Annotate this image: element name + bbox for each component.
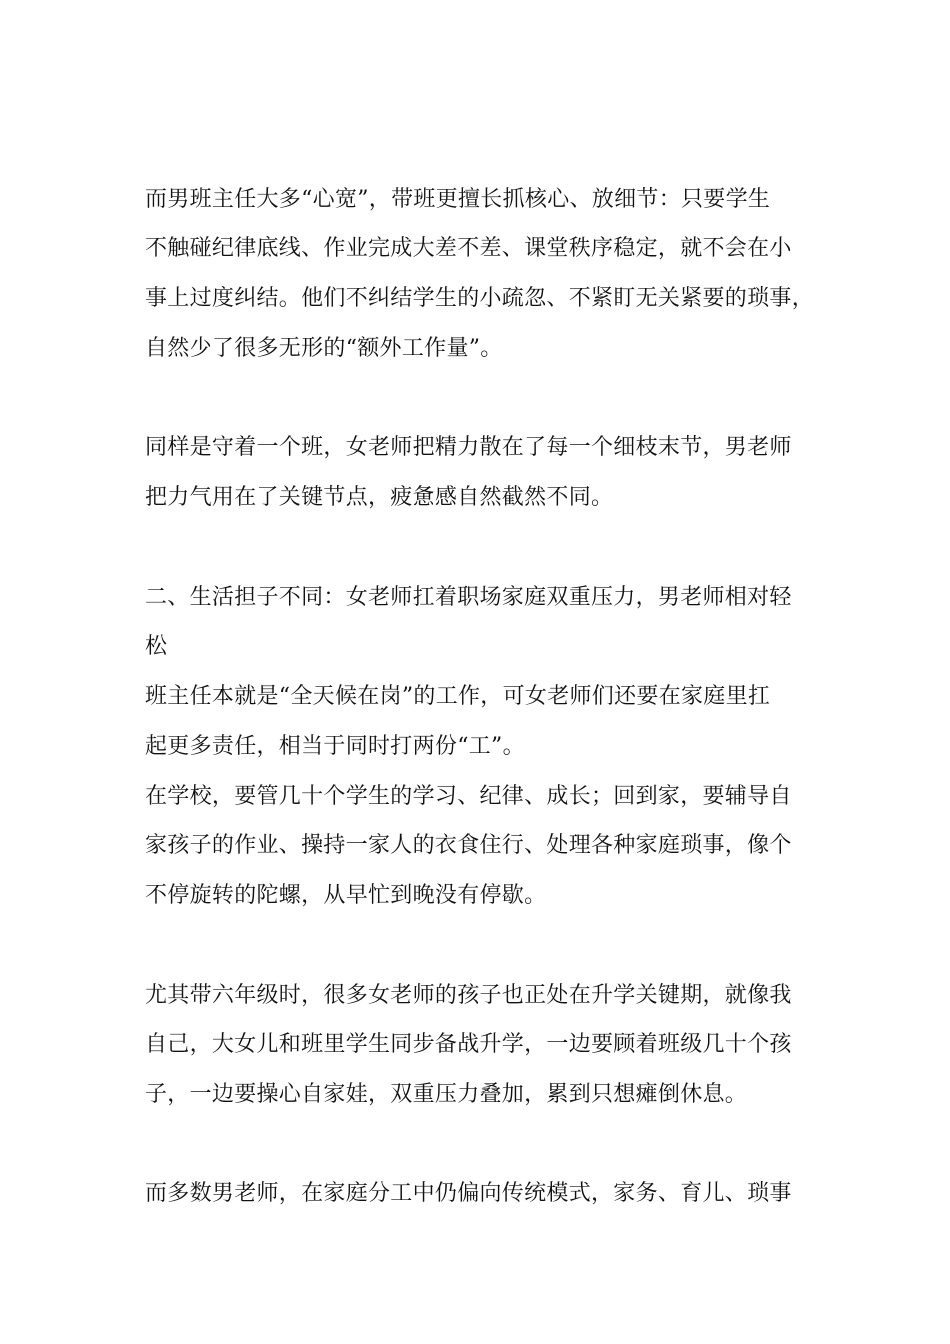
paragraph-line: 起更多责任，相当于同时打两份“工”。 [145,734,525,759]
paragraph-line: 而多数男老师，在家庭分工中仍偏向传统模式，家务、育儿、琐事 [145,1181,792,1206]
paragraph-line: 在学校，要管几十个学生的学习、纪律、成长；回到家，要辅导自 [145,784,792,809]
paragraph-line: 自己，大女儿和班里学生同步备战升学，一边要顾着班级几十个孩 [145,1032,792,1057]
paragraph-line: 同样是守着一个班，女老师把精力散在了每一个细枝末节，男老师 [145,435,792,460]
paragraph-line: 自然少了很多无形的“额外工作量”。 [145,336,503,361]
paragraph-line: 子，一边要操心自家娃，双重压力叠加，累到只想瘫倒休息。 [145,1082,748,1107]
paragraph-line: 家孩子的作业、操持一家人的衣食住行、处理各种家庭琐事，像个 [145,833,792,858]
paragraph-line: 而男班主任大多“心宽”，带班更擅长抓核心、放细节：只要学生 [145,187,771,212]
paragraph-line: 不停旋转的陀螺，从早忙到晚没有停歇。 [145,883,547,908]
section-heading-line: 松 [145,634,168,659]
paragraph-line: 班主任本就是“全天候在岗”的工作，可女老师们还要在家庭里扛 [145,684,771,709]
section-heading-line: 二、生活担子不同：女老师扛着职场家庭双重压力，男老师相对轻 [145,585,792,610]
paragraph-line: 把力气用在了关键节点，疲惫感自然截然不同。 [145,485,614,510]
paragraph-line: 事上过度纠结。他们不纠结学生的小疏忽、不紧盯无关紧要的琐事， [145,286,815,311]
paragraph-line: 尤其带六年级时，很多女老师的孩子也正处在升学关键期，就像我 [145,983,792,1008]
paragraph-line: 不触碰纪律底线、作业完成大差不差、课堂秩序稳定，就不会在小 [145,236,792,261]
